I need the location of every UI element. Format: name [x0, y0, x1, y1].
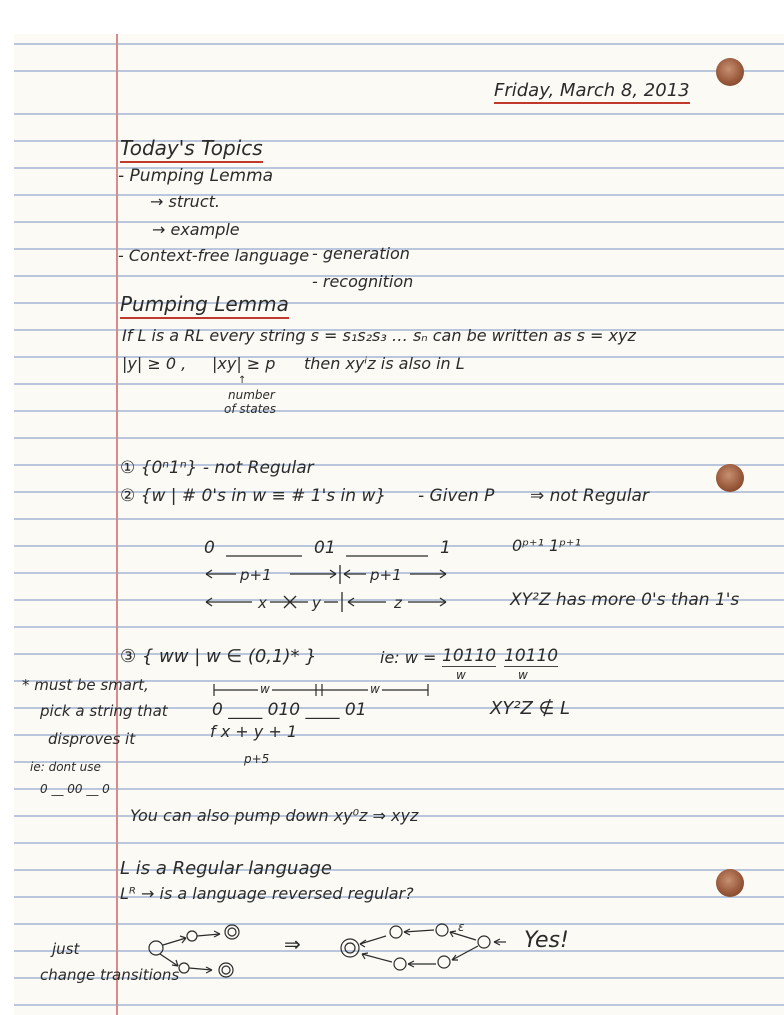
ex2-row3-y: y	[312, 594, 321, 612]
example-1: ① {0ⁿ1ⁿ} - not Regular	[120, 458, 314, 478]
ex2-row3-z: z	[394, 594, 402, 612]
lemma-conclusion: then xyⁱz is also in L	[304, 354, 465, 373]
ex2-row2-p1a: p+1	[240, 566, 272, 584]
date: Friday, March 8, 2013	[494, 80, 690, 104]
ex2-row1-1: 1	[440, 538, 451, 558]
example-3-partition: f x + y + 1	[210, 722, 297, 741]
example-3-w1-label: w	[456, 668, 466, 682]
margin-note-1: * must be smart,	[22, 676, 149, 694]
example-3-p5: p+5	[244, 752, 270, 766]
ex2-row1-0: 0	[204, 538, 215, 558]
lemma-condition-xy: |xy| ≥ p	[212, 354, 276, 373]
topic-struct: → struct.	[150, 192, 220, 211]
yes-answer: Yes!	[524, 928, 569, 953]
topic-context-free: - Context-free language	[118, 246, 310, 265]
heading-todays-topics: Today's Topics	[120, 136, 263, 163]
example-2-set: ② {w | # 0's in w ≡ # 1's in w}	[120, 486, 387, 506]
lemma-statement: If L is a RL every string s = s₁s₂s₃ … sₙ can be written as s = xyz	[122, 326, 636, 345]
margin-note-4: ie: dont use	[30, 760, 101, 774]
example-2-given: - Given P	[418, 486, 495, 506]
reversed-language-question: Lᴿ → is a language reversed regular?	[120, 884, 414, 903]
pump-down-note: You can also pump down xy⁰z ⇒ xyz	[130, 806, 419, 825]
section-title-pumping-lemma: Pumping Lemma	[120, 292, 289, 319]
example-3-ie: ie: w =	[380, 648, 437, 667]
regular-language-line: L is a Regular language	[120, 858, 332, 879]
margin-note-3: disproves it	[48, 730, 136, 748]
ex2-row3-note: XY²Z has more 0's than 1's	[510, 590, 740, 610]
note-of-states: of states	[224, 402, 277, 416]
ex2-row3-x: x	[258, 594, 267, 612]
topic-pumping-lemma: - Pumping Lemma	[118, 166, 274, 186]
topic-generation: - generation	[312, 244, 410, 263]
margin-note-5: 0 __ 00 __ 0	[40, 782, 110, 796]
margin-note-2: pick a string that	[40, 702, 168, 720]
example-3-not-in-L: XY²Z ∉ L	[490, 698, 571, 719]
implies-arrow: ⇒	[284, 932, 301, 956]
arrow-mark: ↑	[238, 375, 247, 386]
ex2-row2-p1b: p+1	[370, 566, 402, 584]
ex3-segment-w2: w	[370, 682, 380, 696]
topic-recognition: - recognition	[312, 272, 414, 291]
lemma-condition-y: |y| ≥ 0 ,	[122, 354, 187, 373]
example-3-w1: 10110	[442, 646, 497, 666]
topic-example: → example	[152, 220, 240, 239]
ex2-row1-string: 0ᵖ⁺¹ 1ᵖ⁺¹	[512, 536, 581, 555]
example-3-w2-label: w	[518, 668, 528, 682]
example-3-set: ③ { ww | w ∈ (0,1)* }	[120, 646, 317, 667]
epsilon-label: ε	[458, 920, 465, 934]
example-3-w2: 10110	[504, 646, 559, 666]
ex3-segment-w1: w	[260, 682, 270, 696]
bottom-note-just: just	[52, 940, 80, 958]
note-number: number	[228, 388, 275, 402]
example-2-not-regular: ⇒ not Regular	[530, 486, 649, 506]
bottom-note-change-transitions: change transitions	[40, 966, 180, 984]
ex2-row1-01: 01	[314, 538, 336, 558]
example-3-string: 0 ____ 010 ____ 01	[212, 700, 367, 720]
